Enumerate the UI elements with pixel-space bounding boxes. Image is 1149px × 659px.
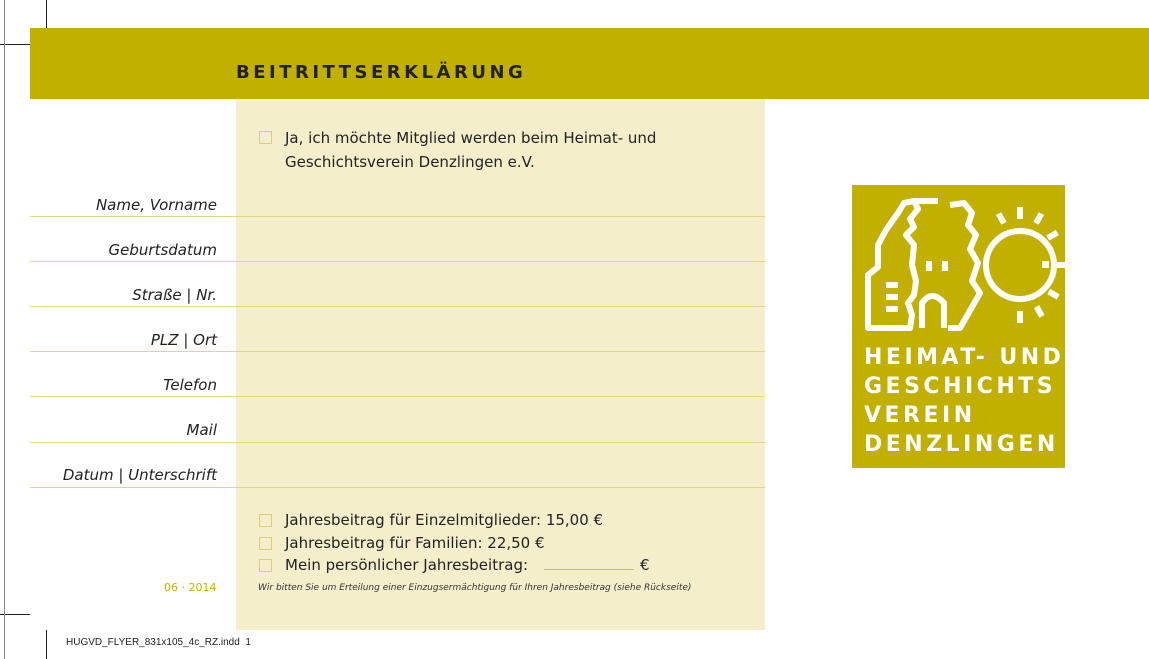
- logo-line-3: VEREIN: [864, 403, 976, 428]
- euro-sign: €: [640, 556, 650, 574]
- field-label-city: PLZ | Ort: [150, 331, 217, 349]
- crop-mark: [46, 630, 47, 659]
- form-title: BEITRITTSERKLÄRUNG: [236, 62, 527, 83]
- file-slug: [66, 637, 251, 648]
- fee-single-label: Jahresbeitrag für Einzelmitglieder: 15,00 €: [285, 511, 604, 529]
- fee-personal-label: Mein persönlicher Jahresbeitrag:: [285, 556, 529, 574]
- fee-family-label: Jahresbeitrag für Familien: 22,50 €: [285, 534, 545, 552]
- fee-family-checkbox[interactable]: [259, 537, 272, 550]
- page-number: 1: [245, 637, 251, 648]
- fee-personal-amount-field[interactable]: [544, 559, 634, 570]
- logo-line-4: DENZLINGEN: [864, 432, 1059, 457]
- crop-mark: [46, 0, 47, 28]
- membership-intro: [285, 126, 745, 174]
- field-line-signature[interactable]: [30, 487, 765, 488]
- field-line-name[interactable]: [30, 216, 765, 217]
- field-line-city[interactable]: [30, 351, 765, 352]
- logo-line-1: HEIMAT- UND: [864, 345, 1065, 370]
- field-line-birthdate[interactable]: [30, 261, 765, 262]
- edition-date: 06 · 2014: [164, 581, 217, 594]
- field-label-street: Straße | Nr.: [132, 286, 217, 304]
- fee-personal-checkbox[interactable]: [259, 559, 272, 572]
- field-label-phone: Telefon: [163, 376, 217, 394]
- file-name: HUGVD_FLYER_831x105_4c_RZ.indd: [66, 637, 240, 648]
- header-band: [30, 28, 1149, 99]
- field-label-birthdate: Geburtsdatum: [108, 241, 217, 259]
- fee-personal-row: [285, 556, 650, 574]
- association-logo: [852, 185, 1065, 468]
- intro-line-2: Geschichtsverein Denzlingen e.V.: [285, 153, 535, 171]
- field-line-street[interactable]: [30, 306, 765, 307]
- field-label-name: Name, Vorname: [95, 196, 217, 214]
- fee-single-checkbox[interactable]: [259, 514, 272, 527]
- logo-line-2: GESCHICHTS: [864, 374, 1057, 399]
- field-line-mail[interactable]: [30, 442, 765, 443]
- membership-checkbox[interactable]: [259, 131, 272, 144]
- page-edge: [4, 0, 5, 659]
- logo-emblem-icon: [852, 185, 1065, 345]
- intro-line-1: Ja, ich möchte Mitglied werden beim Heimat- und: [285, 129, 657, 147]
- field-label-mail: Mail: [186, 421, 217, 439]
- field-line-phone[interactable]: [30, 396, 765, 397]
- direct-debit-note: Wir bitten Sie um Erteilung einer Einzugsermächtigung für Ihren Jahresbeitrag (siehe Rückseite): [258, 583, 692, 593]
- field-label-signature: Datum | Unterschrift: [62, 466, 217, 484]
